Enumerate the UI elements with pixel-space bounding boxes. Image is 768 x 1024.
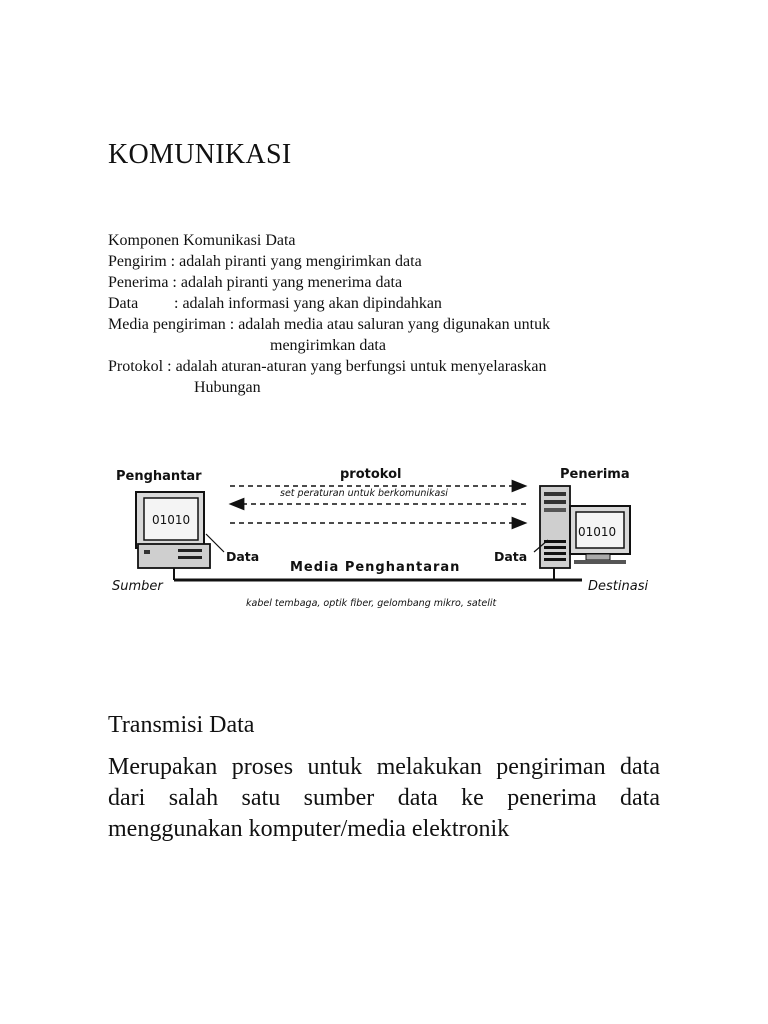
binary-left: 01010 (152, 513, 191, 527)
kabel-label: kabel tembaga, optik fiber, gelombang mikro, satelit (246, 598, 497, 609)
pengirim-definition: Pengirim : adalah piranti yang mengirimkan data (108, 253, 422, 270)
sumber-label: Sumber (112, 579, 163, 594)
transmisi-heading: Transmisi Data (108, 712, 255, 738)
destinasi-label: Destinasi (588, 579, 649, 594)
communication-diagram-svg (108, 456, 656, 614)
penghantar-label: Penghantar (116, 469, 202, 484)
data-right-label: Data (494, 549, 528, 564)
communication-diagram (108, 456, 656, 614)
media-definition-line2: mengirimkan data (270, 337, 386, 354)
media-definition-line1: Media pengiriman : adalah media atau saluran yang digunakan untuk (108, 316, 551, 333)
binary-right: 01010 (578, 525, 617, 539)
penerima-definition: Penerima : adalah piranti yang menerima data (108, 274, 403, 291)
komponen-section (108, 230, 668, 398)
data-description: : adalah informasi yang akan dipindahkan (174, 295, 442, 312)
media-label: Media Penghantaran (290, 560, 461, 575)
transmisi-body: Merupakan proses untuk melakukan pengiriman data dari salah satu sumber data ke penerima data menggunakan komputer/media elektronik (108, 754, 660, 842)
data-term: Data (108, 295, 139, 312)
penerima-label: Penerima (560, 467, 630, 482)
komponen-heading: Komponen Komunikasi Data (108, 232, 296, 249)
sender-computer-icon (136, 492, 210, 568)
protokol-definition-line1: Protokol : adalah aturan-aturan yang berfungsi untuk menyelaraskan (108, 358, 547, 375)
set-peraturan-label: set peraturan untuk berkomunikasi (280, 488, 448, 499)
data-left-label: Data (226, 549, 260, 564)
page-title: KOMUNIKASI (108, 139, 292, 170)
protokol-definition-line2: Hubungan (194, 379, 261, 396)
data-definition (108, 293, 668, 314)
protokol-label: protokol (340, 467, 402, 482)
